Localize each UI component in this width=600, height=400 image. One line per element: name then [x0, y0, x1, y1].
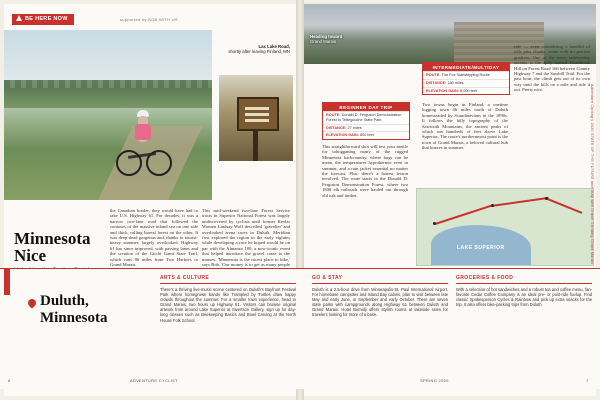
groceries-food-section — [456, 275, 592, 307]
cyclist-photo — [4, 30, 212, 200]
route-box-beginner — [322, 102, 410, 140]
sponsor-line: supported by BOB WITH US — [120, 17, 178, 22]
trail-sign-photo — [218, 74, 294, 162]
route-row — [323, 131, 409, 139]
section-tag — [12, 14, 74, 25]
route-key: DISTANCE: — [426, 80, 447, 85]
rider-shirt — [135, 124, 151, 140]
section-header: ARTS & CULTURE — [160, 275, 296, 284]
body-text: ride — even considering a handful of tells plus climbs, come with no percent gradient. One of the more noteworthy ascents is the aptly named Heartbreak Hill on Forest Road 166 between County Highway 7 and the Sawbill Trail. For the past hour, the climb gets out of its own way until the hills on a mile and ride it out. Pretty nice. — [514, 44, 590, 93]
body-column-2 — [110, 208, 198, 267]
section-header: GROCERIES & FOOD — [456, 275, 592, 284]
section-tag-label: BE HERE NOW — [25, 16, 68, 22]
section-text: With a selection of hot sandwiches and a robust tea and coffee menu, fan-favorite Cedar Coffee Company is an ideal pre- or post-ride fuelup. Find classic Spokesperson Cycles & Rainbow and pick up extra snacks for the trip. It also offers bike-packing trips from Duluth. — [456, 287, 592, 308]
caption-title: Lax Lake Road, — [258, 44, 290, 49]
bike-wheel — [116, 150, 142, 176]
destination-band — [0, 268, 600, 389]
route-key: DISTANCE: — [326, 125, 347, 130]
photo-caption — [214, 44, 290, 54]
body-text: This straightforward shot will test your mettle for tobogganing many of the rugged Minnesota backcountry, where bugs can be mean, the temperatures hypothermic even in summer, and a rain jacket essential no matter the forecast. Plus, there's a honest lesson involved. The route starts in the Donald D. Ferguson Demonstration Forest, where two 1800 elk railroads were hauled out through old oak and timber. — [322, 144, 408, 198]
route-row — [423, 79, 509, 87]
bike-wheel — [146, 150, 172, 176]
sign-post — [253, 129, 258, 161]
route-value: 800 feet — [360, 133, 374, 138]
route-box-header: INTERMEDIATE/MULTIDAY — [423, 63, 509, 71]
caption-text: Grand Marais — [310, 39, 337, 45]
section-header: GO & STAY — [312, 275, 448, 284]
map-lake-label: LAKE SUPERIOR — [457, 245, 505, 251]
map-town-dot — [433, 222, 436, 225]
route-key: ELEVATION GAIN: — [426, 88, 459, 93]
map-town-dot — [545, 197, 548, 200]
go-stay-section — [312, 275, 448, 318]
folio-left: ADVENTURE CYCLIST — [130, 378, 178, 383]
photo-caption — [310, 34, 370, 44]
body-column-3 — [514, 44, 590, 93]
route-box-intermediate — [422, 62, 510, 95]
route-line — [435, 204, 493, 224]
section-text: There's a thriving live-music scene centered on Duluth's Bayfront Festival Park where homegrown bands like Trampled by Turtles draw happy crowds throughout the summer. For a smaller town experience, head to Grand Marais, two hours up Highway 61. Visitors can browse original artwork from around Lake Superior at Sivertson Gallery, sign up for day-long classes such as Beekeeping Basics and Bowl Carving at the North House Folk School. — [160, 287, 296, 323]
body-column-3 — [202, 208, 290, 273]
route-key: ROUTE: — [326, 113, 341, 117]
caption-title: Heading toward — [310, 34, 343, 39]
route-key: ELEVATION GAIN: — [326, 133, 359, 138]
section-text: Duluth is a 2.5-hour drive from Minneapolis-St. Paul International Airport. For homebase campsites and Island Bay cabins, plan to visit between late May and early June, or September and early October. There are seven state parks with campgrounds along Highway 61 between Duluth and Grand Marais. Hotel Bemidji offers stylish rooms at lakeside rates for travelers looking for more of a base. — [312, 287, 448, 318]
body-text: the Canadian border, they would have had to take U.S. Highway 61. For decades, it was a narrow two-lane road that followed the contours of the massive inland sea on one side and thick, rolling boreal forest on the other. It was deep-dead gorgeous and, thanks to tourist-heavy summer, largely overlooked. Highway 61 has since improved, with passing lanes and the creation of the Gitchi Gami State Trail, which runs 86 miles from Two Harbors to Grand Marais. — [110, 208, 198, 268]
folio-right: SPRING 2020 — [420, 378, 449, 383]
page-number-right: 7 — [586, 378, 589, 383]
body-column-1 — [322, 144, 408, 198]
route-key: ROUTE: — [426, 73, 441, 77]
cyclist-figure — [122, 110, 164, 180]
triangle-icon — [16, 15, 22, 21]
route-line — [545, 197, 583, 213]
route-map — [416, 188, 594, 266]
trail-sign — [237, 97, 279, 131]
map-credit — [584, 84, 594, 264]
route-row — [323, 111, 409, 124]
band-accent-bar — [4, 269, 10, 295]
route-box-header: BEGINNER DAY TRIP — [323, 103, 409, 111]
arts-culture-section — [160, 275, 296, 323]
route-value: The Fox Sidestepping Route — [441, 73, 490, 77]
route-row — [323, 124, 409, 132]
route-value: 8,000 feet — [460, 88, 477, 93]
route-row — [423, 71, 509, 79]
body-text: This mid-weekend two-lane Forest Service tracts in Superior National Forest was largely undiscovered by cyclists until former Kevlar Women Lindsay Wolf described 'gravelier' and overlooked arena races in Duluth. Meridian first explored the region in the early eighties while developing a race he hoped would be on par with the Almanzo 100, a now-iconic event that helped introduce the gravel craze to the masses. 'Minnesota is the nicest place to bike,' says Bob. 'Our money is to get as many people — [202, 208, 290, 268]
body-text: Two towns begin in Finland, a onetime logging town 46 miles north of Duluth homesteaded by Scandinavians in the 1890s. It follows the hilly topography of the Sawtooth Mountains, the ancient peaks of which run hundreds of feet above Lake Superior. The route's northernmost point is the town of Grand Marais, a beloved cultural hub that buzzes in summer. — [422, 102, 508, 151]
route-value: Donald D. Ferguson Demonstration Forest to Tettegouche State Park — [326, 113, 402, 122]
route-line — [491, 197, 549, 207]
route-value: 180 miles — [447, 80, 464, 85]
caption-text: shortly after leaving Finland, MN — [228, 49, 290, 55]
article-title: Minnesota Nice — [14, 229, 91, 265]
body-column-2 — [422, 102, 508, 151]
map-town-dot — [491, 204, 494, 207]
map-credit-text: Adventure Cycling's 2020 STATE OF THE FUTURE bike map with Gravel Grinding Grand Marais — [590, 84, 594, 265]
destination-title: Duluth, Minnesota — [40, 293, 108, 326]
route-row — [423, 87, 509, 95]
meadow — [4, 88, 212, 108]
page-number-left: 6 — [8, 378, 11, 383]
route-value: 27 miles — [347, 125, 362, 130]
location-pin-icon — [26, 297, 37, 308]
